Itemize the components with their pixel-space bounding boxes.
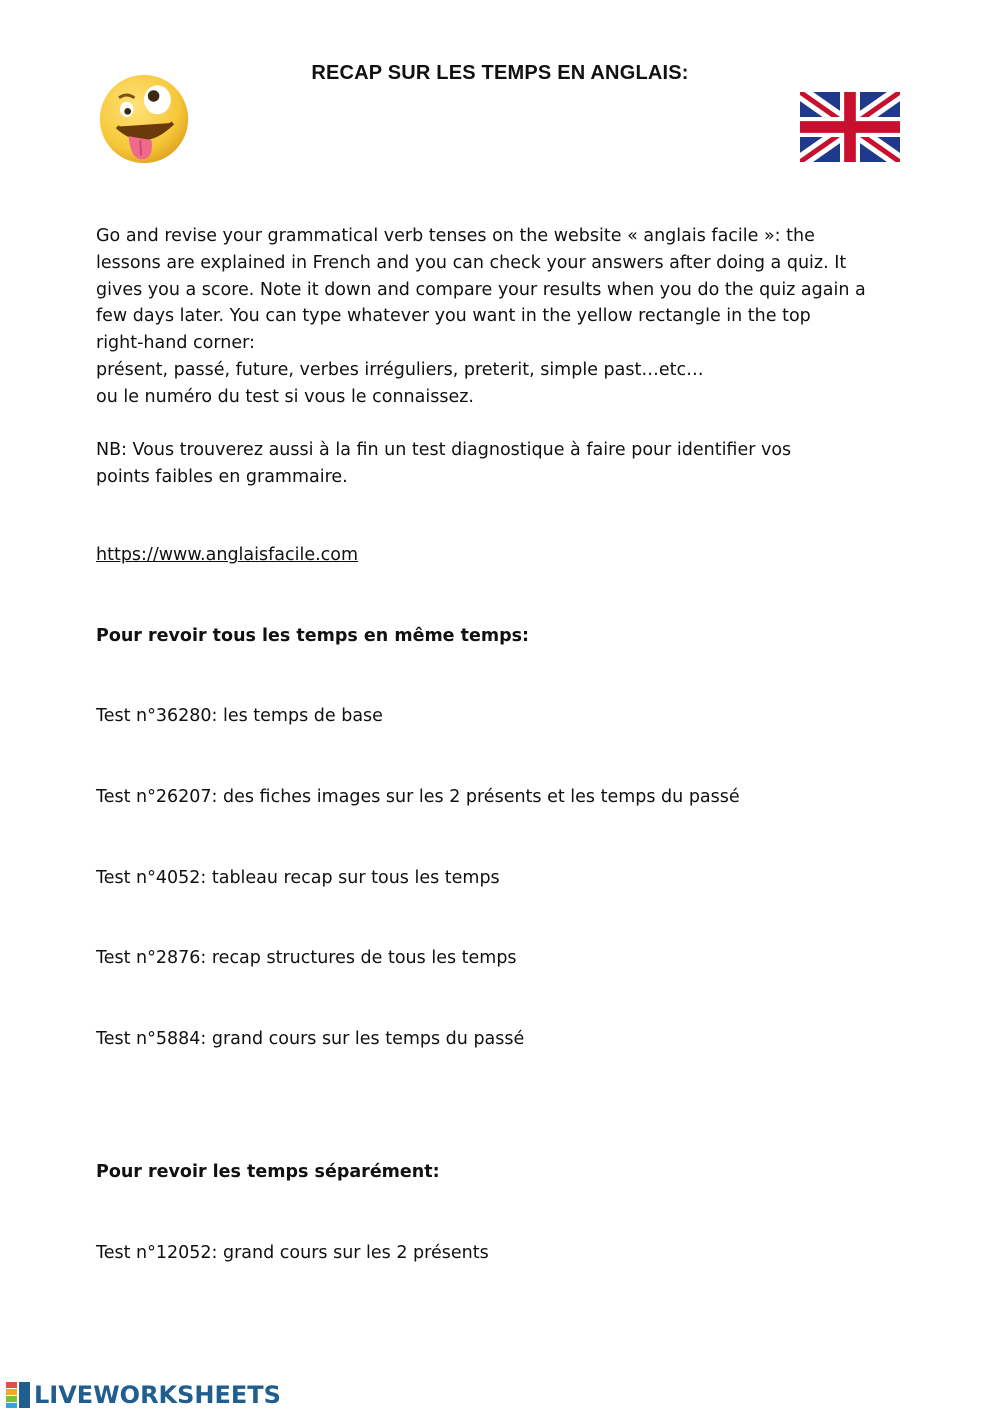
intro-line: ou le numéro du test si vous le connaissez. xyxy=(96,386,474,407)
intro-line: Go and revise your grammatical verb tenses on the website « anglais facile »: the xyxy=(96,226,815,246)
nb-paragraph xyxy=(96,437,916,491)
test-item: Test n°36280: les temps de base xyxy=(96,706,383,726)
nb-line: points faibles en grammaire. xyxy=(96,466,348,487)
intro-line: few days later. You can type whatever you want in the yellow rectangle in the top xyxy=(96,306,811,327)
nb-line: NB: Vous trouverez aussi à la fin un test diagnostique à faire pour identifier vos xyxy=(96,440,792,460)
section-heading-separate-tenses: Pour revoir les temps séparément: xyxy=(96,1162,440,1182)
page-title: RECAP SUR LES TEMPS EN ANGLAIS: xyxy=(311,62,689,84)
section-heading-all-tenses: Pour revoir tous les temps en même temps: xyxy=(96,626,530,646)
test-item: Test n°26207: des fiches images sur les 2 présents et les temps du passé xyxy=(96,787,740,807)
test-item: Test n°5884: grand cours sur les temps du passé xyxy=(96,1029,525,1049)
logo-text: LIVEWORKSHEETS xyxy=(34,1381,281,1409)
test-item: Test n°2876: recap structures de tous les temps xyxy=(96,948,517,968)
intro-line: gives you a score. Note it down and compare your results when you do the quiz again a xyxy=(96,279,866,300)
intro-line: lessons are explained in French and you can check your answers after doing a quiz. It xyxy=(96,252,847,273)
intro-paragraph xyxy=(96,223,916,411)
test-item: Test n°4052: tableau recap sur tous les temps xyxy=(96,868,500,888)
liveworksheets-logo xyxy=(6,1380,281,1410)
test-item: Test n°12052: grand cours sur les 2 présents xyxy=(96,1243,489,1263)
intro-line: présent, passé, future, verbes irréguliers, preterit, simple past…etc… xyxy=(96,359,704,380)
intro-line: right-hand corner: xyxy=(96,333,255,354)
logo-mark-icon xyxy=(6,1382,30,1408)
zany-face-icon xyxy=(96,70,192,168)
website-link[interactable]: https://www.anglaisfacile.com xyxy=(96,545,359,565)
uk-flag-icon xyxy=(800,92,900,162)
